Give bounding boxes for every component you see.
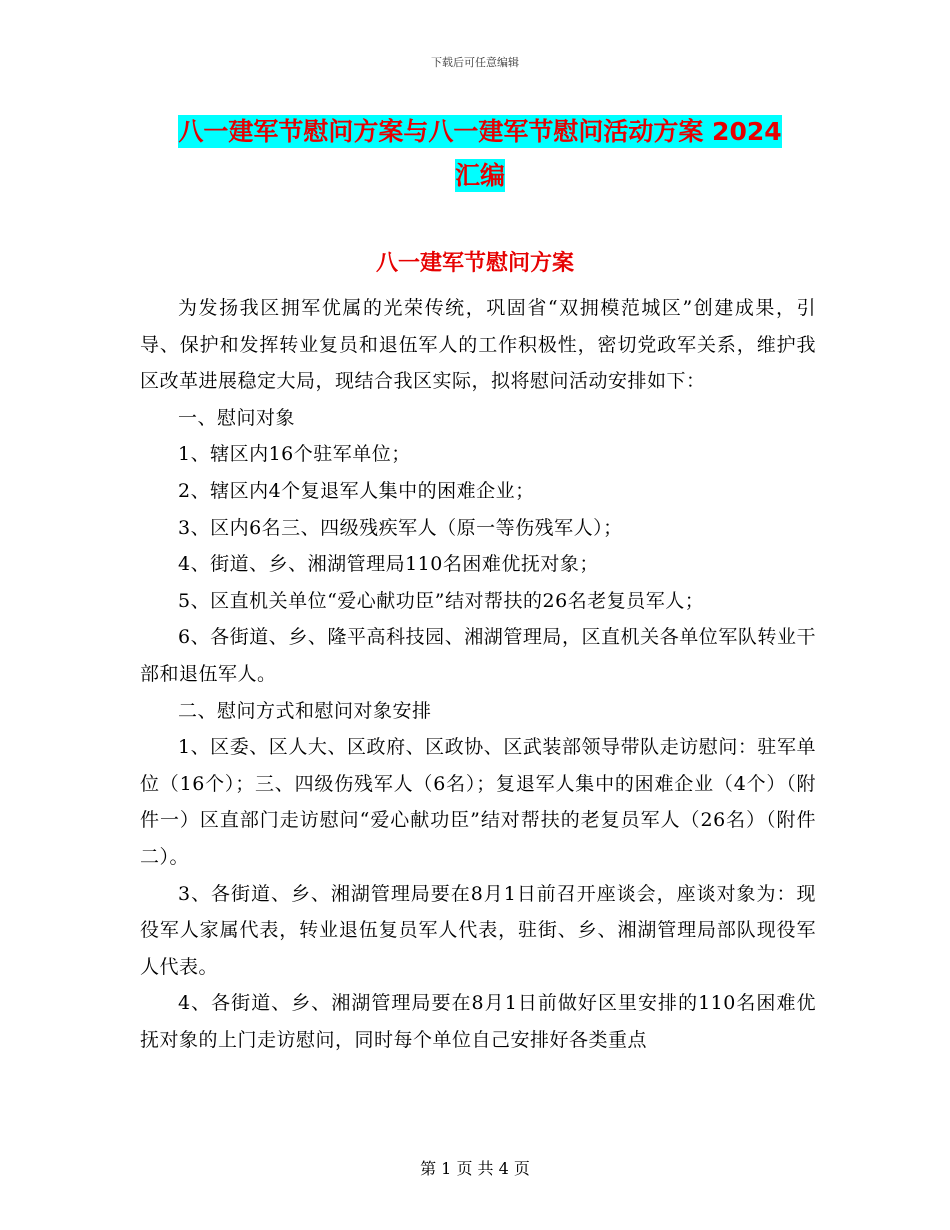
paragraph: 1、辖区内16个驻军单位； [178, 443, 411, 466]
paragraph: 一、慰问对象 [178, 406, 296, 429]
section-title: 八一建军节慰问方案 [375, 251, 574, 276]
paragraph: 3、区内6名三、四级残疾军人（原一等伤残军人）； [178, 516, 623, 539]
paragraph: 二、慰问方式和慰问对象安排 [178, 699, 432, 722]
paragraph: 1、区委、区人大、区政府、区政协、区武装部领导带队走访慰问：驻军单位（16个）；三、四级伤残军人（6名）；复退军人集中的困难企业（4个）（附件一）区直部门走访慰问“爱心献功臣”结对帮扶的老复员军人（26名）（附件二）。 [140, 736, 816, 868]
document-body [140, 290, 816, 1058]
paragraph: 5、区直机关单位“爱心献功臣”结对帮扶的26名老复员军人； [178, 589, 705, 612]
paragraph: 6、各街道、乡、隆平高科技园、湘湖管理局，区直机关各单位军队转业干部和退伍军人。 [140, 626, 816, 685]
document-title-line1: 八一建军节慰问方案与八一建军节慰问活动方案 2024 [178, 117, 782, 146]
page-number: 第 1 页 共 4 页 [420, 1159, 530, 1178]
paragraph: 4、各街道、乡、湘湖管理局要在8月1日前做好区里安排的110名困难优抚对象的上门走访慰问，同时每个单位自己安排好各类重点 [140, 992, 816, 1051]
paragraph: 3、各街道、乡、湘湖管理局要在8月1日前召开座谈会，座谈对象为：现役军人家属代表，转业退伍复员军人代表，驻街、乡、湘湖管理局部队现役军人代表。 [140, 882, 816, 978]
paragraph: 4、街道、乡、湘湖管理局110名困难优抚对象； [178, 553, 599, 576]
document-title-line2: 汇编 [454, 161, 505, 190]
document-title [140, 110, 820, 198]
page-header-note: 下载后可任意编辑 [431, 56, 519, 69]
paragraph: 2、辖区内4个复退军人集中的困难企业； [178, 479, 535, 502]
paragraph: 为发扬我区拥军优属的光荣传统，巩固省“双拥模范城区”创建成果，引导、保护和发挥转业复员和退伍军人的工作积极性，密切党政军关系，维护我区改革进展稳定大局，现结合我区实际，拟将慰问活动安排如下： [140, 297, 816, 393]
